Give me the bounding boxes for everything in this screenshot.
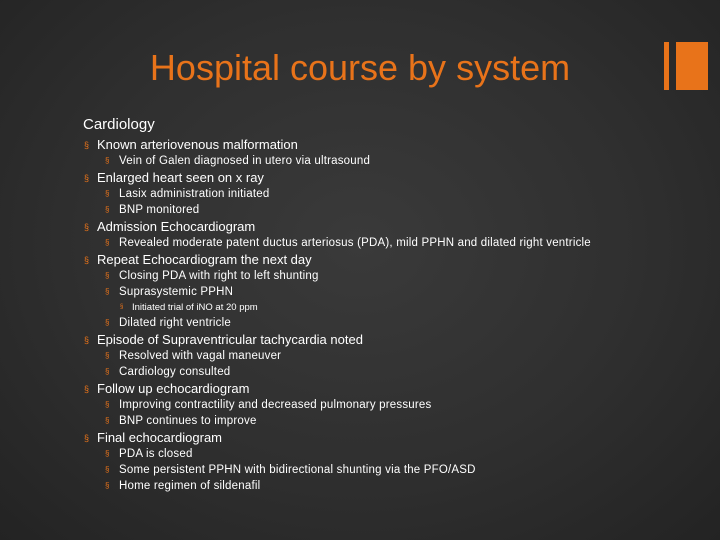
sub-bullet-text: Dilated right ventricle: [119, 317, 231, 329]
sub-bullet-item: [83, 446, 713, 462]
sub-bullet-item: [83, 348, 713, 364]
bullet-icon: §: [84, 335, 90, 345]
bullet-icon: §: [105, 287, 110, 296]
sub-bullet-text: BNP continues to improve: [119, 415, 257, 427]
bullet-group: [83, 252, 713, 331]
bullet-text: Episode of Supraventricular tachycardia noted: [97, 332, 363, 347]
bullet-item: [83, 381, 713, 397]
bullet-icon: §: [105, 465, 110, 474]
sub-bullet-text: Closing PDA with right to left shunting: [119, 270, 319, 282]
bullet-item: [83, 430, 713, 446]
bullet-icon: §: [84, 140, 90, 150]
sub-bullet-text: Home regimen of sildenafil: [119, 480, 261, 492]
section-heading: Cardiology: [83, 116, 155, 133]
sub-bullet-text: Some persistent PPHN with bidirectional shunting via the PFO/ASD: [119, 464, 476, 476]
sub-bullet-item: [83, 235, 713, 251]
bullet-group: [83, 381, 713, 429]
sub-bullet-text: Improving contractility and decreased pulmonary pressures: [119, 399, 432, 411]
bullet-text: Admission Echocardiogram: [97, 219, 256, 234]
sub-bullet-item: [83, 364, 713, 380]
slide-content: [83, 116, 713, 495]
bullet-icon: §: [105, 189, 110, 198]
sub-bullet-text: BNP monitored: [119, 204, 200, 216]
bullet-icon: §: [105, 205, 110, 214]
sub-bullet-text: Suprasystemic PPHN: [119, 286, 234, 298]
sub-bullet-text: Vein of Galen diagnosed in utero via ultrasound: [119, 155, 371, 167]
sub-bullet-text: Lasix administration initiated: [119, 188, 270, 200]
bullet-group: [83, 430, 713, 494]
bullet-icon: §: [105, 367, 110, 376]
bullet-icon: §: [84, 222, 90, 232]
bullet-group: [83, 170, 713, 218]
sub-bullet-text: Cardiology consulted: [119, 366, 231, 378]
bullet-text: Repeat Echocardiogram the next day: [97, 252, 312, 267]
bullet-item: [83, 219, 713, 235]
bullet-icon: §: [84, 255, 90, 265]
sub-sub-bullet-text: Initiated trial of iNO at 20 ppm: [132, 302, 258, 313]
bullet-item: [83, 332, 713, 348]
sub-bullet-item: [83, 268, 713, 284]
bullet-icon: §: [84, 173, 90, 183]
sub-sub-bullet-item: [83, 300, 713, 315]
bullet-text: Final echocardiogram: [97, 430, 223, 445]
sub-bullet-text: Revealed moderate patent ductus arteriosus (PDA), mild PPHN and dilated right ventricle: [119, 237, 591, 249]
bullet-group: [83, 332, 713, 380]
bullet-icon: §: [105, 416, 110, 425]
bullet-group: [83, 137, 713, 169]
bullet-icon: §: [84, 384, 90, 394]
bullet-group: [83, 219, 713, 251]
bullet-icon: §: [105, 351, 110, 360]
sub-bullet-item: [83, 284, 713, 300]
sub-bullet-text: PDA is closed: [119, 448, 193, 460]
bullet-item: [83, 252, 713, 268]
sub-bullet-item: [83, 186, 713, 202]
bullet-icon: §: [105, 271, 110, 280]
bullet-icon: §: [105, 449, 110, 458]
sub-bullet-item: [83, 413, 713, 429]
bullet-icon: §: [120, 304, 124, 310]
slide-title: Hospital course by system: [149, 47, 571, 88]
bullet-icon: §: [105, 318, 110, 327]
sub-bullet-item: [83, 202, 713, 218]
sub-bullet-item: [83, 462, 713, 478]
bullet-item: [83, 137, 713, 153]
sub-bullet-text: Resolved with vagal maneuver: [119, 350, 282, 362]
bullet-text: Known arteriovenous malformation: [97, 137, 298, 152]
sub-bullet-item: [83, 153, 713, 169]
sub-bullet-item: [83, 397, 713, 413]
bullet-icon: §: [105, 481, 110, 490]
bullet-item: [83, 170, 713, 186]
bullet-icon: §: [105, 156, 110, 165]
bullet-icon: §: [105, 400, 110, 409]
bullet-text: Follow up echocardiogram: [97, 381, 250, 396]
bullet-text: Enlarged heart seen on x ray: [97, 170, 264, 185]
sub-bullet-item: [83, 478, 713, 494]
sub-bullet-item: [83, 315, 713, 331]
bullet-icon: §: [84, 433, 90, 443]
bullet-icon: §: [105, 238, 110, 247]
